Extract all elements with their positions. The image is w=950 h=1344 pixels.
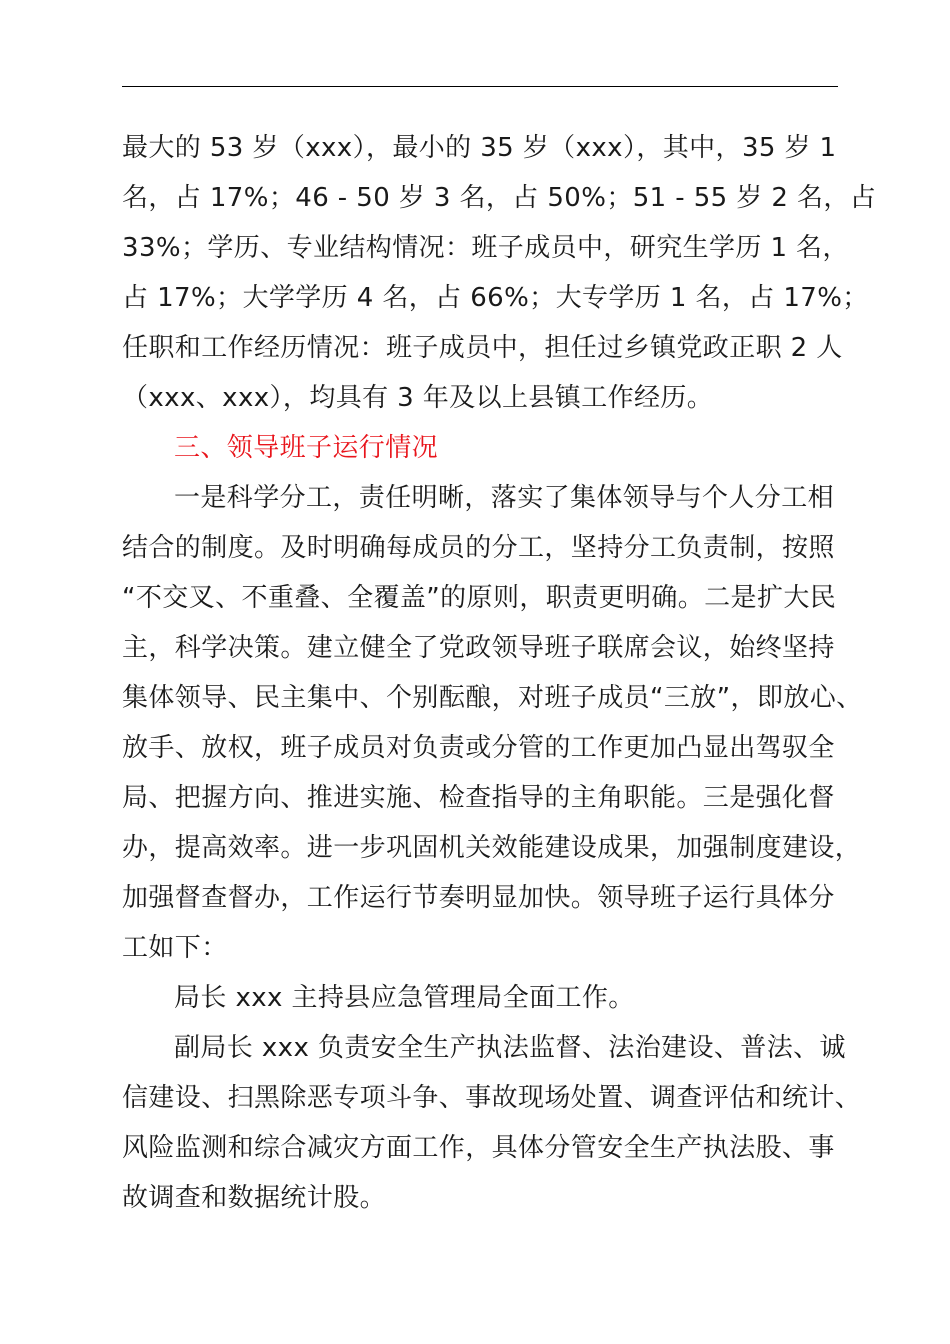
text-line: 结合的制度。及时明确每成员的分工，坚持分工负责制，按照: [122, 533, 835, 563]
text-line: 工如下：: [122, 933, 228, 963]
text-line: 任职和工作经历情况：班子成员中，担任过乡镇党政正职 2 人: [122, 333, 843, 363]
paragraph-start-line: 一是科学分工，责任明晰，落实了集体领导与个人分工相: [174, 483, 835, 513]
text-line: 加强督查督办，工作运行节奏明显加快。领导班子运行具体分: [122, 883, 835, 913]
text-line: 办，提高效率。进一步巩固机关效能建设成果，加强制度建设，: [122, 833, 862, 863]
text-line: 最大的 53 岁（xxx），最小的 35 岁（xxx），其中，35 岁 1: [122, 133, 837, 163]
text-line: 占 17%；大学学历 4 名，占 66%；大专学历 1 名，占 17%；: [122, 283, 869, 313]
text-line: 风险监测和综合减灾方面工作，具体分管安全生产执法股、事: [122, 1133, 835, 1163]
text-line: 信建设、扫黑除恶专项斗争、事故现场处置、调查评估和统计、: [122, 1083, 862, 1113]
text-line: 局、把握方向、推进实施、检查指导的主角职能。三是强化督: [122, 783, 835, 813]
text-line: “不交叉、不重叠、全覆盖”的原则，职责更明确。二是扩大民: [122, 583, 837, 613]
text-line: 放手、放权，班子成员对负责或分管的工作更加凸显出驾驭全: [122, 733, 835, 763]
text-line: 33%；学历、专业结构情况：班子成员中，研究生学历 1 名，: [122, 233, 849, 263]
document-body: [122, 123, 877, 1223]
text-line: 主，科学决策。建立健全了党政领导班子联席会议，始终坚持: [122, 633, 835, 663]
text-line: （xxx、xxx），均具有 3 年及以上县镇工作经历。: [122, 383, 714, 413]
header-rule: [122, 86, 838, 87]
text-line: 名，占 17%；46 - 50 岁 3 名，占 50%；51 - 55 岁 2 名，占: [122, 183, 877, 213]
paragraph-start-line: 副局长 xxx 负责安全生产执法监督、法治建设、普法、诚: [174, 1033, 846, 1063]
paragraph-start-line: 局长 xxx 主持县应急管理局全面工作。: [174, 983, 635, 1013]
section-heading: 三、领导班子运行情况: [174, 433, 439, 463]
text-line: 集体领导、民主集中、个别酝酿，对班子成员“三放”，即放心、: [122, 683, 863, 713]
text-line: 故调查和数据统计股。: [122, 1183, 387, 1213]
